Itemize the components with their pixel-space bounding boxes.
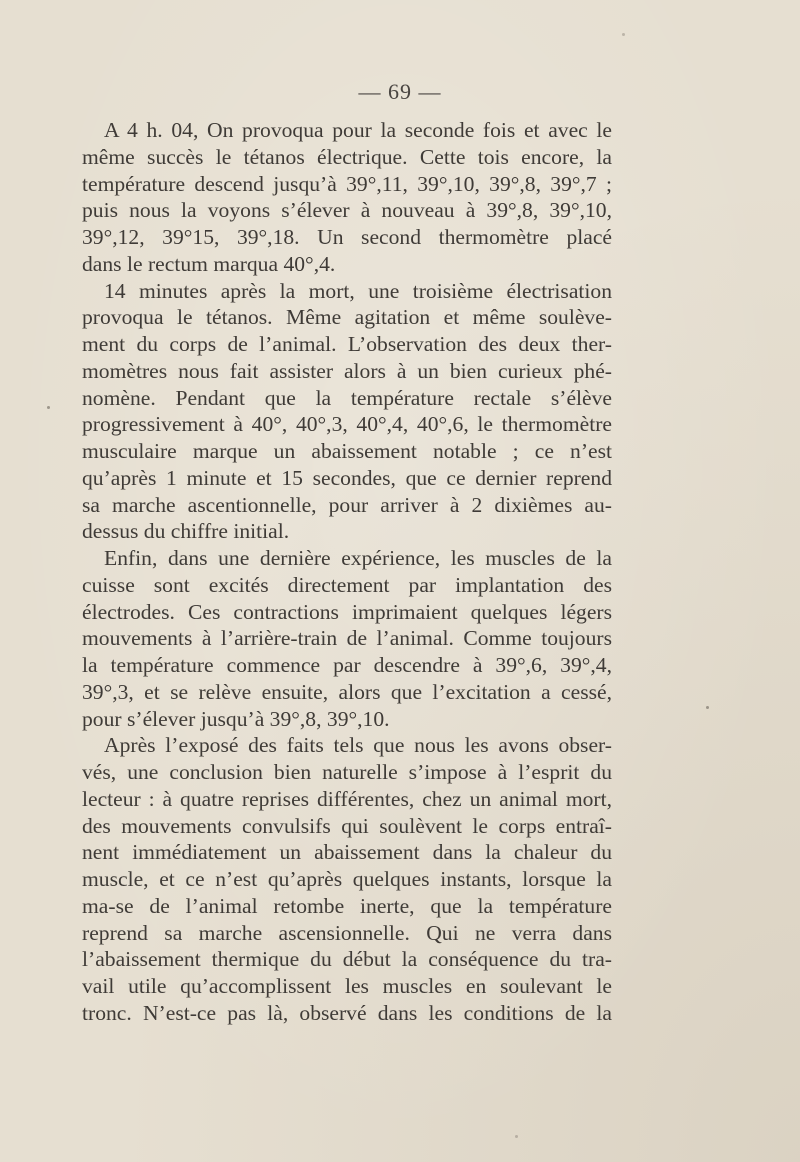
- text-line: la température commence par descendre à 39°,6, 39°,4,: [82, 653, 612, 677]
- text-line: dessus du chiffre initial.: [82, 519, 290, 544]
- paper-speck: [622, 33, 625, 36]
- paper-speck: [706, 706, 709, 709]
- text-line: qu’après 1 minute et 15 secondes, que ce dernier reprend: [82, 465, 612, 490]
- paper-speck: [47, 406, 50, 409]
- text-line: momètres nous fait assister alors à un bien curieux phé-: [82, 358, 612, 383]
- text-line: mouvements à l’arrière-train de l’animal. Comme toujours: [82, 626, 612, 651]
- text-line: pour s’élever jusqu’à 39°,8, 39°,10.: [82, 706, 390, 731]
- text-line: vés, une conclusion bien naturelle s’impose à l’esprit du: [82, 760, 612, 784]
- text-line: Après l’exposé des faits tels que nous les avons obser-: [104, 733, 612, 758]
- text-line: vail utile qu’accomplissent les muscles en soulevant le: [82, 974, 612, 998]
- text-line: dans le rectum marqua 40°,4.: [82, 251, 336, 276]
- page-number: — 69 —: [358, 79, 442, 104]
- body-text: [82, 117, 612, 1027]
- text-line: puis nous la voyons s’élever à nouveau à 39°,8, 39°,10,: [82, 198, 612, 223]
- paper-speck: [515, 1135, 518, 1138]
- text-line: progressivement à 40°, 40°,3, 40°,4, 40°,6, le thermomètre: [82, 412, 612, 437]
- text-line: 39°,3, et se relève ensuite, alors que l’excitation a cessé,: [82, 679, 612, 704]
- text-line: muscle, et ce n’est qu’après quelques instants, lorsque la: [82, 867, 612, 891]
- text-line: nent immédiatement un abaissement dans la chaleur du: [82, 840, 612, 865]
- text-line: l’abaissement thermique du début la conséquence du tra-: [82, 947, 612, 972]
- text-line: électrodes. Ces contractions imprimaient quelques légers: [82, 599, 612, 624]
- text-line: ma-se de l’animal retombe inerte, que la température: [82, 893, 612, 918]
- text-line: reprend sa marche ascensionnelle. Qui ne verra dans: [82, 920, 612, 945]
- text-line: température descend jusqu’à 39°,11, 39°,10, 39°,8, 39°,7 ;: [82, 171, 612, 196]
- text-line: sa marche ascentionnelle, pour arriver à 2 dixièmes au-: [82, 492, 612, 517]
- text-line: cuisse sont excités directement par implantation des: [82, 572, 612, 597]
- text-line: lecteur : à quatre reprises différentes, chez un animal mort,: [82, 786, 612, 811]
- text-line: tronc. N’est-ce pas là, observé dans les conditions de la: [82, 1000, 612, 1025]
- text-line: musculaire marque un abaissement notable ; ce n’est: [82, 439, 612, 463]
- text-line: 14 minutes après la mort, une troisième électrisation: [104, 278, 612, 303]
- text-line: 39°,12, 39°15, 39°,18. Un second thermomètre placé: [82, 225, 612, 249]
- text-line: Enfin, dans une dernière expérience, les muscles de la: [104, 546, 612, 570]
- text-line: provoqua le tétanos. Même agitation et même soulève-: [82, 305, 612, 330]
- text-line: ment du corps de l’animal. L’observation des deux ther-: [82, 332, 612, 356]
- text-line: des mouvements convulsifs qui soulèvent le corps entraî-: [82, 813, 612, 838]
- text-line: même succès le tétanos électrique. Cette tois encore, la: [82, 144, 612, 169]
- text-line: nomène. Pendant que la température rectale s’élève: [82, 385, 612, 410]
- text-line: A 4 h. 04, On provoqua pour la seconde fois et avec le: [104, 118, 612, 142]
